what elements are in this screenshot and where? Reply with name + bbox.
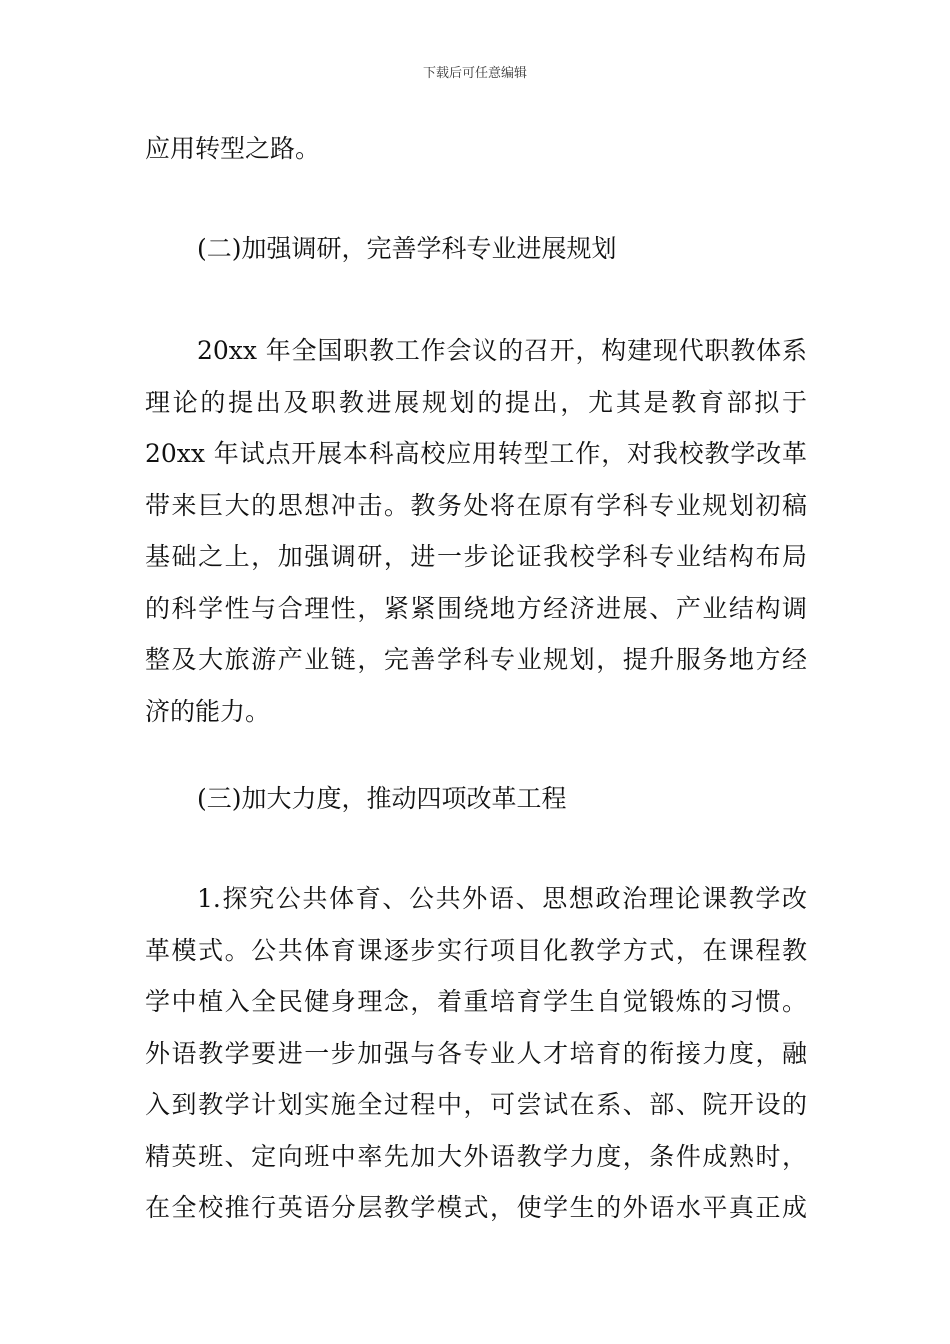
paragraph-reform bbox=[145, 873, 807, 1234]
paragraph-continuation bbox=[145, 123, 807, 175]
text-line: 20xx 年试点开展本科高校应用转型工作，对我校教学改革 bbox=[145, 439, 807, 468]
text-line: 理论的提出及职教进展规划的提出，尤其是教育部拟于 bbox=[145, 387, 807, 417]
paragraph-plan bbox=[145, 325, 807, 737]
text-line: 基础之上，加强调研，进一步论证我校学科专业结构布局 bbox=[145, 542, 807, 571]
text-line: 精英班、定向班中率先加大外语教学力度，条件成熟时， bbox=[145, 1141, 807, 1171]
text-line: 在全校推行英语分层教学模式，使学生的外语水平真正成 bbox=[145, 1193, 807, 1222]
text-line: 入到教学计划实施全过程中，可尝试在系、部、院开设的 bbox=[145, 1090, 807, 1119]
text-line: 整及大旅游产业链，完善学科专业规划，提升服务地方经 bbox=[145, 645, 807, 674]
text-line: 学中植入全民健身理念，着重培育学生自觉锻炼的习惯。 bbox=[145, 987, 807, 1016]
text-line: 1.探究公共体育、公共外语、思想政治理论课教学改 bbox=[197, 884, 807, 913]
text-line: 应用转型之路。 bbox=[145, 134, 321, 163]
text-line: 的科学性与合理性，紧紧围绕地方经济进展、产业结构调 bbox=[145, 593, 807, 623]
text-line: 外语教学要进一步加强与各专业人才培育的衔接力度，融 bbox=[145, 1038, 807, 1068]
text-line: 革模式。公共体育课逐步实行项目化教学方式，在课程教 bbox=[145, 935, 807, 965]
heading-text: (二)加强调研，完善学科专业进展规划 bbox=[197, 234, 617, 263]
section-heading-2 bbox=[197, 223, 807, 275]
page-header: 下载后可任意编辑 bbox=[422, 66, 527, 81]
text-line: 20xx 年全国职教工作会议的召开，构建现代职教体系 bbox=[197, 336, 807, 365]
heading-text: (三)加大力度，推动四项改革工程 bbox=[197, 784, 567, 813]
text-line: 济的能力。 bbox=[145, 696, 271, 726]
section-heading-3 bbox=[197, 773, 807, 825]
text-line: 带来巨大的思想冲击。教务处将在原有学科专业规划初稿 bbox=[145, 490, 807, 520]
